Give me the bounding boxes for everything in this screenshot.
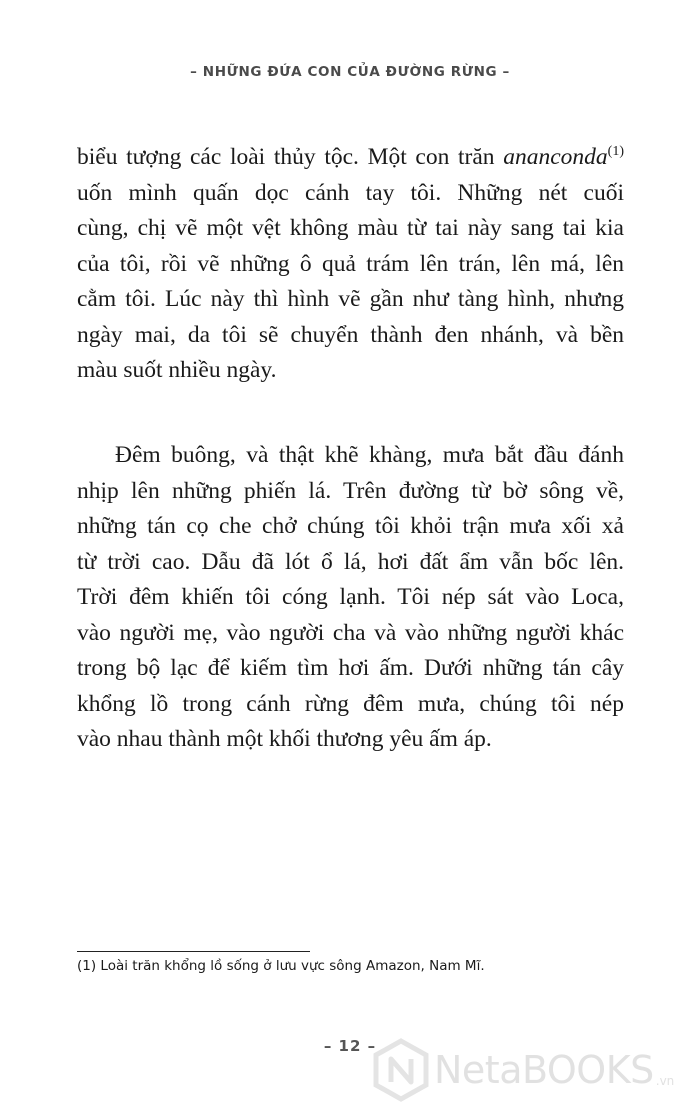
text-line: vào nhau thành một khối thương yêu ấm áp. <box>77 726 492 752</box>
text-line: uốn mình quấn dọc cánh tay tôi. Những nét cuối <box>77 179 624 206</box>
paragraph-1 <box>77 140 624 389</box>
text-line: trong bộ lạc để kiếm tìm hơi ấm. Dưới những tán cây <box>77 655 624 681</box>
text-line: cùng, chị vẽ một vệt không màu từ tai này sang tai kia <box>77 215 624 241</box>
italic-term: ananconda <box>503 144 608 170</box>
footnote-marker: (1) <box>607 144 624 160</box>
text-line: Trời đêm khiến tôi cóng lạnh. Tôi nép sát vào Loca, <box>77 584 624 610</box>
n-hexagon-logo-icon <box>372 1038 430 1102</box>
watermark-brand: NetaBOOKS <box>434 1048 654 1092</box>
text-line: ngày mai, da tôi sẽ chuyển thành đen nhánh, và bền <box>77 321 624 348</box>
text-line: của tôi, rồi vẽ những ô quả trám lên trán, lên má, lên <box>77 250 624 277</box>
footnote-divider <box>77 951 310 952</box>
text-line: từ trời cao. Dẫu đã lót ổ lá, hơi đất ẩm vẫn bốc lên. <box>77 548 624 575</box>
text-line: nhịp lên những phiến lá. Trên đường từ bờ sông về, <box>77 477 624 504</box>
text-line: cằm tôi. Lúc này thì hình vẽ gần như tàng hình, nhưng <box>77 286 624 312</box>
text-line: những tán cọ che chở chúng tôi khỏi trận mưa xối xả <box>77 513 624 539</box>
text-line: vào người mẹ, vào người cha và vào những người khác <box>77 619 624 646</box>
text-line: biểu tượng các loài thủy tộc. Một con trăn ananconda$^{(1)}$ <box>77 144 624 170</box>
text-line: khổng lồ trong cánh rừng đêm mưa, chúng tôi nép <box>77 690 624 717</box>
text-line: màu suốt nhiều ngày. <box>77 357 277 383</box>
watermark <box>372 1030 692 1110</box>
footnote: (1) Loài trăn khổng lồ sống ở lưu vực sông Amazon, Nam Mĩ. <box>77 958 485 974</box>
paragraph-2 <box>77 438 624 758</box>
watermark-suffix: .vn <box>655 1074 675 1088</box>
running-header: – NHỮNG ĐỨA CON CỦA ĐƯỜNG RỪNG – <box>190 64 510 80</box>
text-line: Đêm buông, và thật khẽ khàng, mưa bắt đầu đánh <box>115 442 624 468</box>
page-number: – 12 – <box>323 1037 377 1055</box>
